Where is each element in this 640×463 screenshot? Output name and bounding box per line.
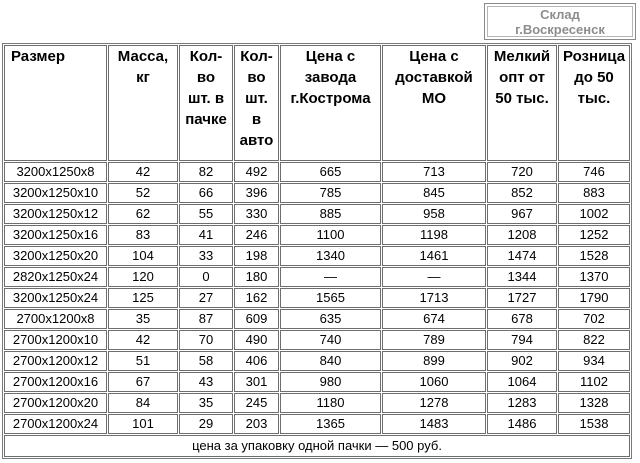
column-header-qty-per-pack — [179, 45, 233, 161]
column-header-line: авто — [239, 132, 274, 149]
table-cell-qty-per-pack: 66 — [179, 183, 233, 203]
table-cell-mass: 125 — [108, 288, 178, 308]
table-cell-qty-per-pack: 58 — [179, 351, 233, 371]
table-cell-size: 2700x1200x10 — [4, 330, 107, 350]
table-cell-price-factory: 635 — [280, 309, 381, 329]
table-cell-retail: 1102 — [558, 372, 630, 392]
table-cell-small-wholesale: 1486 — [487, 414, 557, 434]
column-header-size — [4, 45, 107, 161]
column-header-line: завода — [304, 69, 357, 86]
column-header-line: Розница — [562, 48, 626, 65]
table-cell-size: 3200x1250x8 — [4, 162, 107, 182]
table-cell-qty-per-pack: 35 — [179, 393, 233, 413]
table-cell-size: 2700x1200x16 — [4, 372, 107, 392]
table-cell-mass: 120 — [108, 267, 178, 287]
column-header-line: Масса, — [117, 48, 169, 65]
price-table — [2, 43, 632, 459]
table-cell-small-wholesale: 852 — [487, 183, 557, 203]
table-cell-price-factory: 980 — [280, 372, 381, 392]
table-cell-qty-per-pack: 82 — [179, 162, 233, 182]
table-cell-small-wholesale: 967 — [487, 204, 557, 224]
table-cell-qty-per-pack: 87 — [179, 309, 233, 329]
column-header-line: во — [247, 69, 266, 86]
table-header-row — [4, 45, 630, 161]
column-header-line: кг — [136, 69, 150, 86]
table-cell-small-wholesale: 794 — [487, 330, 557, 350]
table-cell-qty-per-truck: 180 — [234, 267, 279, 287]
table-cell-retail: 883 — [558, 183, 630, 203]
table-cell-price-delivery: 899 — [382, 351, 486, 371]
table-row — [4, 246, 630, 266]
table-cell-retail: 746 — [558, 162, 630, 182]
table-cell-small-wholesale: 678 — [487, 309, 557, 329]
table-row — [4, 267, 630, 287]
table-cell-qty-per-truck: 203 — [234, 414, 279, 434]
table-cell-retail: 702 — [558, 309, 630, 329]
column-header-qty-per-truck — [234, 45, 279, 161]
table-cell-size: 2700x1200x20 — [4, 393, 107, 413]
table-cell-qty-per-truck: 198 — [234, 246, 279, 266]
table-cell-small-wholesale: 1727 — [487, 288, 557, 308]
table-cell-size: 2820x1250x24 — [4, 267, 107, 287]
table-cell-retail: 1528 — [558, 246, 630, 266]
table-cell-price-delivery: — — [382, 267, 486, 287]
table-body — [4, 162, 630, 457]
table-cell-price-delivery: 958 — [382, 204, 486, 224]
column-header-line: в — [251, 111, 262, 128]
table-cell-mass: 62 — [108, 204, 178, 224]
table-cell-qty-per-pack: 43 — [179, 372, 233, 392]
column-header-line: шт. в — [187, 90, 225, 107]
column-header-line: пачке — [185, 111, 227, 128]
column-header-mass — [108, 45, 178, 161]
table-cell-qty-per-truck: 301 — [234, 372, 279, 392]
table-cell-price-factory: 1340 — [280, 246, 381, 266]
table-cell-qty-per-truck: 162 — [234, 288, 279, 308]
table-cell-size: 3200x1250x24 — [4, 288, 107, 308]
table-cell-size: 3200x1250x10 — [4, 183, 107, 203]
table-cell-qty-per-truck: 246 — [234, 225, 279, 245]
table-cell-qty-per-pack: 70 — [179, 330, 233, 350]
table-cell-size: 3200x1250x16 — [4, 225, 107, 245]
table-cell-price-delivery: 674 — [382, 309, 486, 329]
column-header-retail — [558, 45, 630, 161]
table-cell-price-factory: 1180 — [280, 393, 381, 413]
table-cell-price-factory: 885 — [280, 204, 381, 224]
table-cell-price-delivery: 845 — [382, 183, 486, 203]
table-cell-mass: 67 — [108, 372, 178, 392]
table-cell-price-factory: 1365 — [280, 414, 381, 434]
column-header-line: Мелкий — [493, 48, 551, 65]
table-cell-mass: 83 — [108, 225, 178, 245]
table-cell-retail: 934 — [558, 351, 630, 371]
table-cell-small-wholesale: 1208 — [487, 225, 557, 245]
table-cell-retail: 1790 — [558, 288, 630, 308]
warehouse-label-line1: Склад — [540, 6, 580, 22]
column-header-small-wholesale — [487, 45, 557, 161]
table-cell-small-wholesale: 1474 — [487, 246, 557, 266]
column-header-line: Цена с — [305, 48, 356, 65]
table-cell-qty-per-truck: 406 — [234, 351, 279, 371]
table-row — [4, 309, 630, 329]
table-cell-price-factory: 785 — [280, 183, 381, 203]
table-row — [4, 393, 630, 413]
table-cell-small-wholesale: 720 — [487, 162, 557, 182]
column-header-line: Размер — [11, 48, 66, 65]
table-cell-qty-per-truck: 490 — [234, 330, 279, 350]
table-cell-qty-per-truck: 245 — [234, 393, 279, 413]
table-cell-small-wholesale: 1283 — [487, 393, 557, 413]
column-header-line: Цена с — [409, 48, 459, 65]
table-cell-mass: 51 — [108, 351, 178, 371]
table-cell-price-factory: 840 — [280, 351, 381, 371]
table-cell-price-factory: 740 — [280, 330, 381, 350]
table-cell-qty-per-pack: 55 — [179, 204, 233, 224]
table-cell-qty-per-pack: 29 — [179, 414, 233, 434]
table-cell-retail: 1252 — [558, 225, 630, 245]
table-row — [4, 225, 630, 245]
table-cell-price-delivery: 1461 — [382, 246, 486, 266]
column-header-line: МО — [421, 90, 447, 107]
table-cell-small-wholesale: 902 — [487, 351, 557, 371]
column-header-line: Кол- — [189, 48, 223, 65]
column-header-line: шт. — [245, 90, 268, 107]
table-cell-retail: 1538 — [558, 414, 630, 434]
column-header-line: тыс. — [577, 90, 611, 107]
table-row — [4, 183, 630, 203]
table-cell-qty-per-pack: 27 — [179, 288, 233, 308]
table-cell-retail: 1002 — [558, 204, 630, 224]
table-cell-qty-per-truck: 609 — [234, 309, 279, 329]
table-cell-mass: 52 — [108, 183, 178, 203]
table-cell-qty-per-pack: 0 — [179, 267, 233, 287]
column-header-price-factory — [280, 45, 381, 161]
table-cell-price-delivery: 1713 — [382, 288, 486, 308]
table-footer-row — [4, 435, 630, 457]
table-cell-mass: 42 — [108, 330, 178, 350]
table-row — [4, 414, 630, 434]
table-cell-price-delivery: 1198 — [382, 225, 486, 245]
table-cell-mass: 84 — [108, 393, 178, 413]
table-cell-price-factory: 1565 — [280, 288, 381, 308]
table-cell-size: 2700x1200x12 — [4, 351, 107, 371]
table-row — [4, 204, 630, 224]
table-row — [4, 330, 630, 350]
table-cell-qty-per-truck: 492 — [234, 162, 279, 182]
table-row — [4, 162, 630, 182]
table-cell-price-factory: 665 — [280, 162, 381, 182]
warehouse-label-box — [484, 3, 636, 40]
column-header-line: до 50 — [574, 69, 614, 86]
table-cell-mass: 101 — [108, 414, 178, 434]
table-cell-price-factory: — — [280, 267, 381, 287]
table-cell-price-delivery: 789 — [382, 330, 486, 350]
column-header-price-delivery — [382, 45, 486, 161]
warehouse-label-inner — [487, 6, 633, 37]
column-header-line: 50 тыс. — [495, 90, 549, 107]
table-cell-price-delivery: 1060 — [382, 372, 486, 392]
table-cell-size: 3200x1250x20 — [4, 246, 107, 266]
table-cell-mass: 42 — [108, 162, 178, 182]
table-cell-size: 2700x1200x8 — [4, 309, 107, 329]
table-cell-price-factory: 1100 — [280, 225, 381, 245]
table-row — [4, 288, 630, 308]
table-cell-price-delivery: 713 — [382, 162, 486, 182]
table-cell-qty-per-pack: 41 — [179, 225, 233, 245]
table-cell-qty-per-truck: 330 — [234, 204, 279, 224]
table-cell-size: 2700x1200x24 — [4, 414, 107, 434]
table-cell-price-delivery: 1278 — [382, 393, 486, 413]
column-header-line: г.Кострома — [290, 90, 371, 107]
table-row — [4, 351, 630, 371]
table-cell-price-delivery: 1483 — [382, 414, 486, 434]
table-cell-size: 3200x1250x12 — [4, 204, 107, 224]
table-cell-mass: 104 — [108, 246, 178, 266]
table-cell-mass: 35 — [108, 309, 178, 329]
table-cell-retail: 822 — [558, 330, 630, 350]
column-header-line: опт от — [499, 69, 545, 86]
column-header-line: доставкой — [395, 69, 473, 86]
table-row — [4, 372, 630, 392]
table-cell-small-wholesale: 1064 — [487, 372, 557, 392]
warehouse-label-line2: г.Воскресенск — [515, 21, 605, 37]
table-cell-qty-per-truck: 396 — [234, 183, 279, 203]
table-cell-retail: 1370 — [558, 267, 630, 287]
table-cell-retail: 1328 — [558, 393, 630, 413]
pack-price-note: цена за упаковку одной пачки — 500 руб. — [4, 435, 630, 457]
column-header-line: Кол- — [240, 48, 273, 65]
table-cell-small-wholesale: 1344 — [487, 267, 557, 287]
table-cell-qty-per-pack: 33 — [179, 246, 233, 266]
column-header-line: во — [196, 69, 216, 86]
